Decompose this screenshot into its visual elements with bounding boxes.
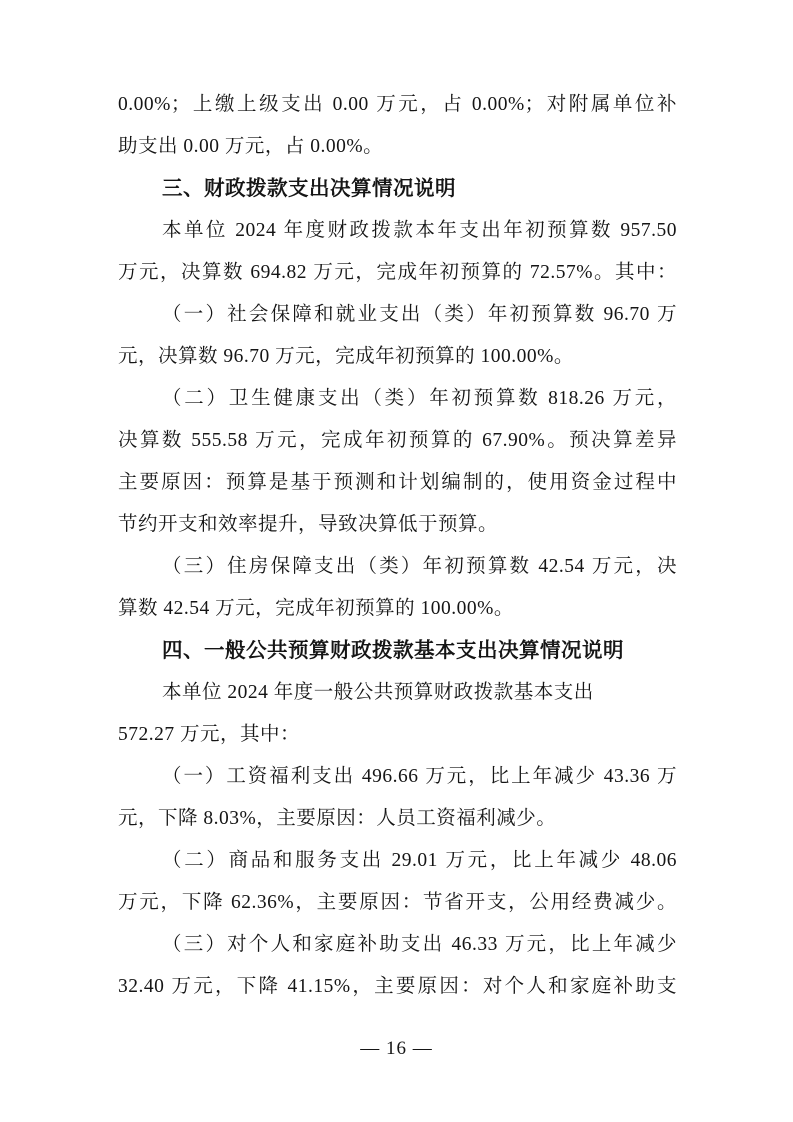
text-line: （三）住房保障支出（类）年初预算数 42.54 万元，决 [162,556,677,577]
body-paragraph [118,756,677,840]
text-line: 万元，决算数 694.82 万元，完成年初预算的 72.57%。其中： [118,262,677,283]
text-line: 节约开支和效率提升，导致决算低于预算。 [118,514,499,535]
text-line: 决算数 555.58 万元，完成年初预算的 67.90%。预决算差异 [118,430,677,451]
text-line: （三）对个人和家庭补助支出 46.33 万元，比上年减少 [162,934,677,955]
body-paragraph [118,546,677,630]
text-line: （二）商品和服务支出 29.01 万元，比上年减少 48.06 [162,850,677,871]
text-line: （一）工资福利支出 496.66 万元，比上年减少 43.36 万 [162,766,677,787]
text-line: 万元，下降 62.36%，主要原因：节省开支，公用经费减少。 [118,892,677,913]
body-paragraph [118,294,677,378]
text-line: 主要原因：预算是基于预测和计划编制的，使用资金过程中 [118,472,677,493]
body-paragraph [118,84,677,168]
text-line: 助支出 0.00 万元，占 0.00%。 [118,136,384,157]
body-paragraph [118,210,677,294]
footer-page-number: — 16 — [360,1038,433,1059]
body-paragraph [118,840,677,924]
document-content [118,84,677,1008]
text-line: 元，下降 8.03%，主要原因：人员工资福利减少。 [118,808,557,829]
text-line: （二）卫生健康支出（类）年初预算数 818.26 万元， [162,388,677,409]
body-paragraph [118,672,677,756]
section-heading [118,168,677,210]
heading-line: 三、财政拨款支出决算情况说明 [162,177,456,200]
text-line: 本单位 2024 年度一般公共预算财政拨款基本支出 [162,682,594,703]
text-line: 0.00%；上缴上级支出 0.00 万元，占 0.00%；对附属单位补 [118,94,677,115]
text-line: 算数 42.54 万元，完成年初预算的 100.00%。 [118,598,514,619]
text-line: （一）社会保障和就业支出（类）年初预算数 96.70 万 [162,304,677,325]
heading-line: 四、一般公共预算财政拨款基本支出决算情况说明 [162,639,624,662]
text-line: 572.27 万元，其中： [118,724,301,745]
text-line: 本单位 2024 年度财政拨款本年支出年初预算数 957.50 [162,220,677,241]
body-paragraph [118,924,677,1008]
body-paragraph [118,378,677,546]
text-line: 元，决算数 96.70 万元，完成年初预算的 100.00%。 [118,346,574,367]
section-heading [118,630,677,672]
text-line: 32.40 万元，下降 41.15%，主要原因：对个人和家庭补助支 [118,976,677,997]
